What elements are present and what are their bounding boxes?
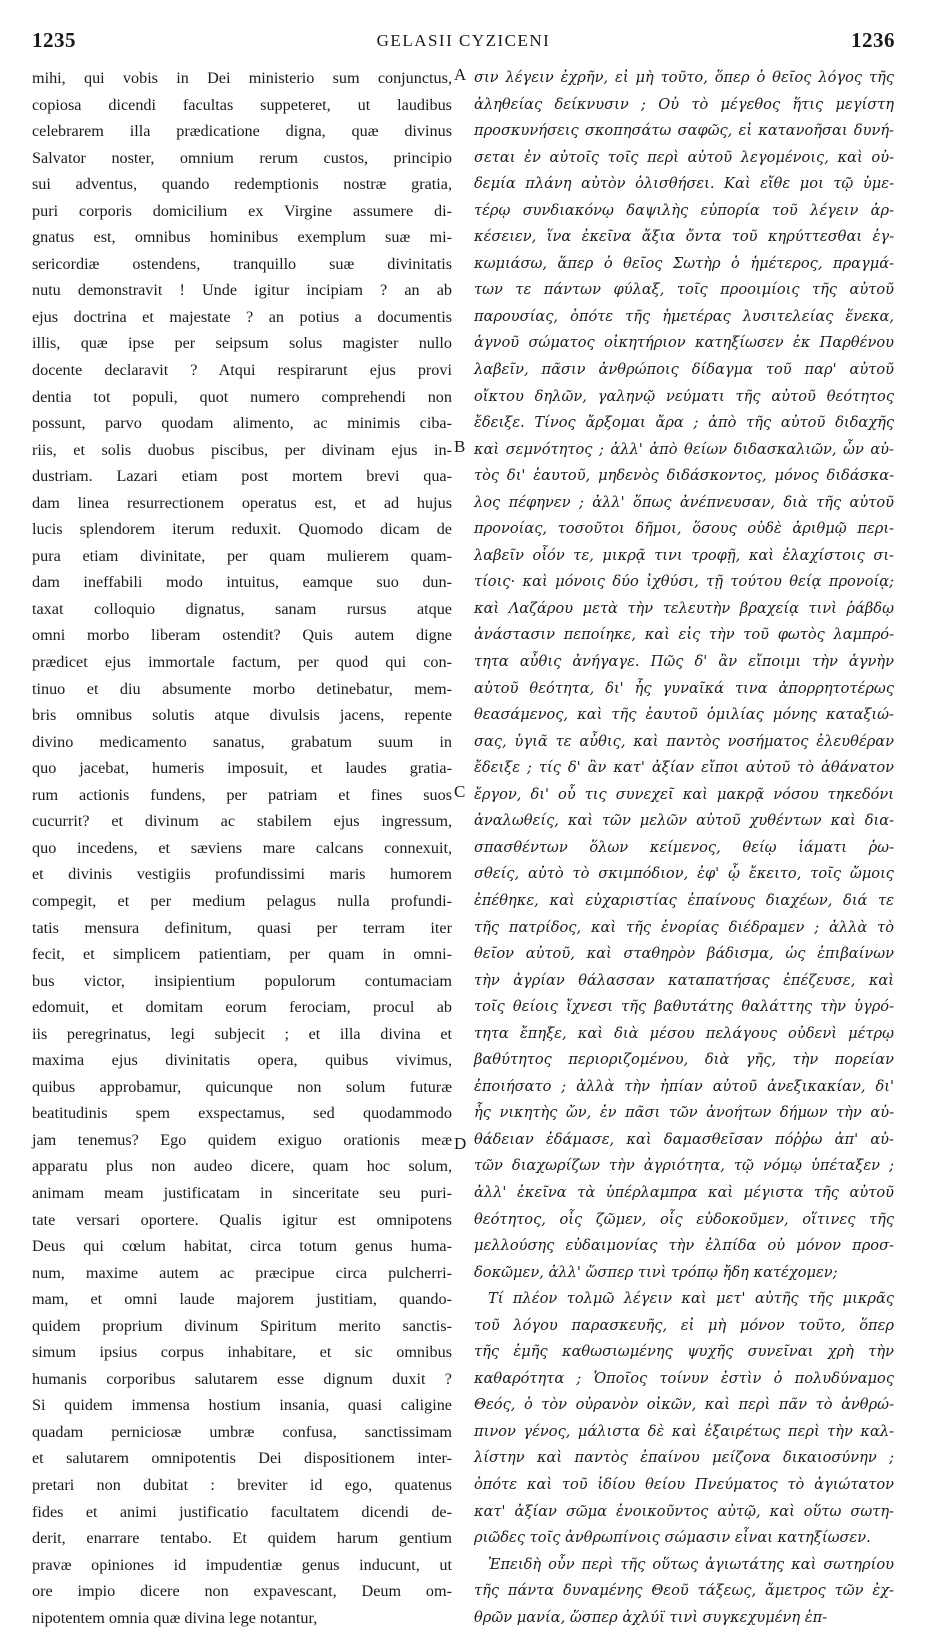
latin-text-line: rum actionis fundens, per patriam et fines suos [32,785,452,804]
greek-text-line: τὸς δι' ἑαυτοῦ, μηδενὸς διδάσκοντος, μόνος διδάσκα- [474,467,894,485]
margin-marker-b: B [454,437,466,456]
latin-text-line: quibus approbamur, quicunque non solum futuræ [32,1077,452,1096]
greek-text-line: λαβεῖν, πᾶσιν ἀνθρώποις δίδαγμα τοῦ παρ' αὐτοῦ [474,361,894,379]
greek-text-line: ριῶδες τοῖς ἀνθρωπίνοις σώμασιν εἶναι κατηξίωσεν. [474,1529,871,1547]
greek-text-line: τοῖς θείοις ἴχνεσι τῆς βαθυτάτης θαλάττης τὴν ὑγρό- [474,998,894,1016]
margin-marker-a: A [454,65,467,84]
running-title: GELASII CYZICENI [376,31,551,50]
greek-text-line: ἔδειξε ; τίς δ' ἂν κατ' ἀξίαν εἴποι αὐτοῦ τὸ ἀθάνατον [474,759,894,777]
latin-text-line: quo incedens, et sæviens mare calcans connexuit, [32,838,452,857]
greek-text-line: ἐποιήσατο ; ἀλλὰ τὴν ἠπίαν αὐτοῦ ἀνεξικακίαν, δι' [474,1077,894,1095]
greek-text-line: αὐτοῦ θεότητα, δι' ἧς γυναῖκά τινα ἀπορρητοτέρως [474,679,894,697]
greek-text-line: κατ' ἀξίαν σῶμα ἐνοικοῦντος αὐτῷ, καὶ οὕτω σωτη- [474,1502,894,1520]
latin-text-line: omni morbo liberam ostendit? Quis autem digne [32,626,452,645]
greek-text-line: οἴκτου δηλῶν, γαληνῷ νεύματι τῆς αὐτοῦ θεότητος [474,387,894,405]
greek-text-line: τίοις· καὶ μόνοις δύο ἰχθύσι, τῇ τούτου θείᾳ προνοίᾳ; [474,573,894,591]
latin-text-line: mihi, qui vobis in Dei ministerio sum conjunctus, [32,69,452,87]
latin-text-line: sui adventus, quando redemptionis nostræ gratia, [32,175,452,194]
latin-text-line: dustriam. Lazari etiam post mortem brevi qua- [32,467,452,486]
latin-text-line: bus victor, insipientium populorum contumaciam [32,971,452,990]
greek-text-line: σθείς, αὐτὸ τὸ σκιμπόδιον, ἐφ' ᾧ ἔκειτο, τοῖς ὤμοις [474,865,894,883]
greek-text-line: τῶν διαχωρίζων τὴν ἀγριότητα, τῷ νόμῳ ὑπέταξεν ; [474,1157,894,1175]
latin-text-line: illis, quæ ipse per seipsum solus magister nullo [32,334,452,353]
greek-text-line: δοκῶμεν, ἀλλ' ὥσπερ τινὶ τρόπῳ ἤδη κατέχομεν; [474,1263,838,1281]
greek-text-line: σιν λέγειν ἐχρῆν, εἰ μὴ τοῦτο, ὅπερ ὁ θεῖος λόγος τῆς [474,69,894,86]
latin-text-line: copiosa dicendi facultas suppeteret, ut laudibus [32,95,452,114]
latin-text-line: gnatus est, omnibus hominibus exemplum suæ mi- [32,228,452,247]
latin-text-line: dentia tot populi, quot numero comprehendi non [32,387,452,406]
latin-text-line: simum ipsius corpus inhabitare, et sic omnibus [32,1343,452,1362]
latin-text-line: nutu demonstravit ! Unde igitur incipiam ? an ab [32,281,452,300]
greek-text-line: ἐπέθηκε, καὶ εὐχαριστίας ἐπαίνους διαχέων, διά τε [474,891,894,909]
latin-text-line: quadam perniciosæ umbræ confusa, sanctissimam [32,1422,452,1441]
greek-text-line: θεότητος, οἷς ζῶμεν, οἷς εὐδοκοῦμεν, οἵτινες τῆς [474,1210,894,1228]
greek-text-line: δεμία πλάνη αὐτὸν ὀλισθήσει. Καὶ εἴθε μοι τῷ ὑμε- [474,175,894,193]
greek-text-line: τέρῳ συνδιακόνῳ δαψιλὴς εὐπορία τοῦ λέγειν ἀρ- [474,201,894,219]
greek-text-line: ἔδειξε. Τίνος ἄρξομαι ἄρα ; ἀπὸ τῆς αὐτοῦ διδαχῆς [474,414,894,432]
latin-text-line: pretari non dubitat : breviter id ego, quatenus [32,1475,452,1494]
greek-text-line: τῆς πάντα δυναμένης Θεοῦ τάξεως, ἄμετρος τῶν ἐχ- [474,1582,894,1600]
latin-text-line: docente declaravit ? Atqui respirarunt ejus provi [32,361,452,380]
greek-text-line: μελλούσης εὐδαιμονίας τὴν ἐλπίδα οὐ μόνον προσ- [474,1237,894,1255]
greek-text-line: προνοίας, τοσοῦτοι δῆμοι, ὅσους οὐδὲ ἀριθμῷ περι- [474,520,894,538]
greek-text-line: καθαρότητα ; Ὁποῖος τοίνυν ἐστὶν ὁ πολυδύναμος [474,1369,894,1387]
greek-text-line: παρουσίας, ὁπότε τῆς ἡμετέρας λυσιτελείας ἕνεκα, [474,307,894,325]
greek-text-line: θάδειαν ἐδάμασε, καὶ δαμασθεῖσαν πόῤῥω ἀπ' αὐ- [474,1130,894,1148]
latin-text-line: taxat colloquio dignatus, sanam rursus atque [32,599,452,618]
greek-text-line: τητα αὖθις ἀνήγαγε. Πῶς δ' ἂν εἴποιμι τὴν ἁγνὴν [474,653,894,671]
greek-column [474,65,894,1631]
latin-text-line: mam, et omni laude majorem justitiam, quando- [32,1290,452,1309]
latin-text-line: tatis mensura definitum, quasi per terram iter [32,918,452,937]
latin-text-line: tate versari oportere. Qualis igitur est omnipotens [32,1210,452,1229]
greek-text-line: λίστην καὶ παντὸς ἐπαίνου μείζονα δικαιοσύνην ; [474,1449,894,1467]
page-header [32,28,895,62]
greek-text-line: καὶ σεμνότητος ; ἀλλ' ἀπὸ θείων διδασκαλιῶν, ὧν αὐ- [474,440,894,458]
latin-text-line: Si quidem immensa hostium insania, quasi caligine [32,1396,452,1415]
latin-text-line: iis peregrinatus, legi subjecit ; et illa divina et [32,1024,452,1043]
latin-text-line: pura etiam divinitate, per quam mulierem quam- [32,546,452,565]
latin-text-line: ejus doctrina et majestate ? an potius a documentis [32,307,452,326]
latin-text-line: et salutarem omnipotentis Dei dispositionem inter- [32,1449,452,1468]
greek-text-line: τὴν ἀγρίαν θάλασσαν καταπατήσας ἐπέζευσε, καὶ [474,971,894,989]
greek-text-line: θεῖον αὐτοῦ, καὶ σταθηρὸν βάδισμα, ὡς ἐπιβαίνων [474,945,894,963]
greek-text-line: καὶ Λαζάρου μετὰ τὴν τελευτὴν βραχείᾳ τινὶ ῥάβδῳ [474,599,894,617]
latin-text-line: nipotentem omnia quæ divina lege notantur, [32,1608,318,1627]
greek-text-line: ἔργον, δι' οὗ τις συνεχεῖ καὶ μακρᾷ νόσου τηκεδόνι [474,785,894,803]
greek-text-line: κωμιάσω, ἅπερ ὁ θεῖος Σωτὴρ ὁ ἡμέτερος, πραγμά- [474,254,894,272]
greek-text-line: των τε πάντων φύλαξ, τοῖς προοιμίοις τῆς αὐτοῦ [474,281,894,299]
greek-text-line: τῆς πατρίδος, καὶ τῆς ἐνορίας διέδραμεν ; ἀλλὰ τὸ [474,918,894,936]
latin-text-line: divino medicamento sanatus, grabatum suum in [32,732,452,751]
greek-text-line: Ἐπειδὴ οὖν περὶ τῆς οὕτως ἁγιωτάτης καὶ σωτηρίου [488,1555,894,1573]
greek-text-line: τῆς ἐμῆς καθωσιωμένης ψυχῆς συνεῖναι χρὴ τὴν [474,1343,894,1361]
latin-text-line: edomuit, et domitam eorum ferociam, procul ab [32,998,452,1017]
greek-text-line: λος πέφηνεν ; ἀλλ' ὅπως ἀνέπνευσαν, διὰ τῆς αὐτοῦ [474,493,894,511]
greek-text-line: ὁπότε καὶ τοῦ ἰδίου θείου Πνεύματος τὸ ἁγιώτατον [474,1475,894,1493]
latin-text-line: sericordiæ ostendens, tranquillo suæ divinitatis [32,254,452,273]
latin-text-line: lucis splendorem iterum reduxit. Quomodo dicam de [32,520,452,539]
latin-text-line: Deus qui cœlum habitat, circa totum genus huma- [32,1237,452,1256]
latin-text-line: humanis corporibus salutarem esse dignum duxit ? [32,1369,452,1388]
latin-text-line: derit, enarrare tentabo. Et quidem harum gentium [32,1529,452,1548]
latin-text-line: puri corporis domicilium ex Virgine assumere di- [32,201,452,220]
greek-text-line: θρῶν μανία, ὥσπερ ἀχλύϊ τινὶ συγκεχυμένη ἐπ- [474,1608,828,1626]
greek-text-line: θεασάμενος, καὶ τῆς ἑαυτοῦ ὁμιλίας μόνης καταξιώ- [474,706,894,724]
greek-text-line: ἀναλωθείς, καὶ τῶν μελῶν αὐτοῦ χυθέντων καὶ δια- [474,812,894,830]
latin-text-line: quo jacebat, humeris imposuit, et laudes gratia- [32,759,452,778]
latin-text-line: pravæ opiniones id impudentiæ genus inducunt, ut [32,1555,452,1574]
greek-text-line: ἀνάστασιν πεποίηκε, καὶ εἰς τὴν τοῦ φωτὸς λαμπρό- [474,626,894,644]
latin-text-line: celebrarem illa prædicatione digna, quæ divinus [32,122,452,141]
greek-text-line: Θεός, ὁ τὸν οὐρανὸν οἰκῶν, καὶ περὶ πᾶν τὸ ἀνθρώ- [474,1396,894,1414]
greek-text-line: σας, ὑγιᾶ τε αὖθις, καὶ παντὸς νοσήματος ἐλευθέραν [474,732,894,750]
greek-text-line: Τί πλέον τολμῶ λέγειν καὶ μετ' αὐτῆς τῆς μικρᾶς [488,1290,894,1308]
latin-text-line: fecit, et simplicem patientiam, per quam in omni- [32,945,452,964]
greek-text-line: ἧς νικητὴς ὤν, ἐν πᾶσι τῶν ἀνοήτων δήμων τὴν αὐ- [474,1104,894,1122]
latin-text-line: bris omnibus solutis atque divulsis jacens, repente [32,706,452,725]
latin-text-line: maxima ejus divinitatis opera, quibus vivimus, [32,1051,452,1070]
greek-text-line: σπασθέντων ὅλων κείμενος, θείῳ ἰάματι ῥω- [474,838,894,856]
latin-text-line: num, maxime autem ac præcipue circa pulcherri- [32,1263,452,1282]
greek-text-line: τητα ἔπηξε, καὶ διὰ μέσου πελάγους οὐδενὶ μέτρῳ [474,1024,894,1042]
greek-text-line: πινον γένος, μάλιστα δὲ καὶ ἐξαιρέτως περὶ τὴν καλ- [474,1422,894,1440]
margin-marker-d: D [454,1134,467,1153]
greek-text-line: ἀληθείας δείκνυσιν ; Οὐ τὸ μέγεθος ἥτις μεγίστη [474,95,894,113]
latin-text-line: beatitudinis spem exspectamus, sed quodammodo [32,1104,452,1123]
greek-text-line: βαθύτητος περιοριζομένου, διὰ γῆς, τὴν πορείαν [474,1051,894,1069]
latin-text-line: tinuo et diu absumente morbo detinebatur, mem- [32,679,452,698]
latin-text-line: riis, et solis duobus piscibus, per divinam ejus in- [32,440,452,459]
latin-text-line: et divinis vestigiis profundissimi maris humorem [32,865,452,884]
latin-text-line: possunt, parvo quodam alimento, ac minimis ciba- [32,414,452,433]
latin-text-line: ore impio dicere non expavescant, Deum om- [32,1582,452,1601]
greek-text-line: τοῦ λόγου παρασκευῆς, εἰ μὴ μόνον τοῦτο, ὅπερ [474,1316,894,1334]
greek-text-line: κέσειεν, ἵνα ἐκεῖνα ἄξια ὄντα τοῦ κηρύττεσθαι ἐγ- [474,228,894,246]
greek-text-line: ἀλλ' ἐκεῖνα τὰ ὑπέρλαμπρα καὶ μέγιστα τῆς αὐτοῦ [474,1183,894,1201]
right-page-number: 1236 [851,28,895,52]
latin-text-line: dam ineffabili modo intuitus, eamque suo dun- [32,573,452,592]
latin-text-line: jam tenemus? Ego quidem exiguo orationis meæ [32,1130,452,1149]
latin-column [32,65,452,1631]
greek-text-line: λαβεῖν οἷόν τε, μικρᾷ τινι τροφῇ, καὶ ἐλαχίστοις σι- [474,546,894,564]
latin-text-line: animam meam justificatam in sinceritate seu puri- [32,1183,452,1202]
latin-text-line: fides et animi justificatio facultatem dicendi de- [32,1502,452,1521]
latin-text-line: Salvator noster, omnium rerum custos, principio [32,148,452,167]
left-page-number: 1235 [32,28,76,52]
latin-text-line: cucurrit? et divinum ac stabilem ejus ingressum, [32,812,452,831]
greek-text-line: ἁγνοῦ σώματος οἰκητήριον κατηξίωσεν ἐκ Παρθένου [474,334,894,352]
greek-text-line: σεται ἐν αὐτοῖς τοῖς περὶ αὐτοῦ λεγομένοις, καὶ οὐ- [474,148,894,166]
latin-text-line: compegit, et per medium pelagus nulla profundi- [32,891,452,910]
latin-text-line: dam linea resurrectionem operatus est, et ad hujus [32,493,452,512]
latin-text-line: prædicet ejus immortale factum, per quod qui con- [32,653,452,672]
latin-text-line: quidem proprium divinum Spiritum merito sanctis- [32,1316,452,1335]
latin-text-line: apparatu plus non audeo dicere, quam hoc solum, [32,1157,452,1176]
margin-marker-c: C [454,782,466,801]
greek-text-line: προσκυνήσεις σκοπησάτω σαφῶς, εἰ κατανοῆσαι δυνή- [474,122,894,140]
